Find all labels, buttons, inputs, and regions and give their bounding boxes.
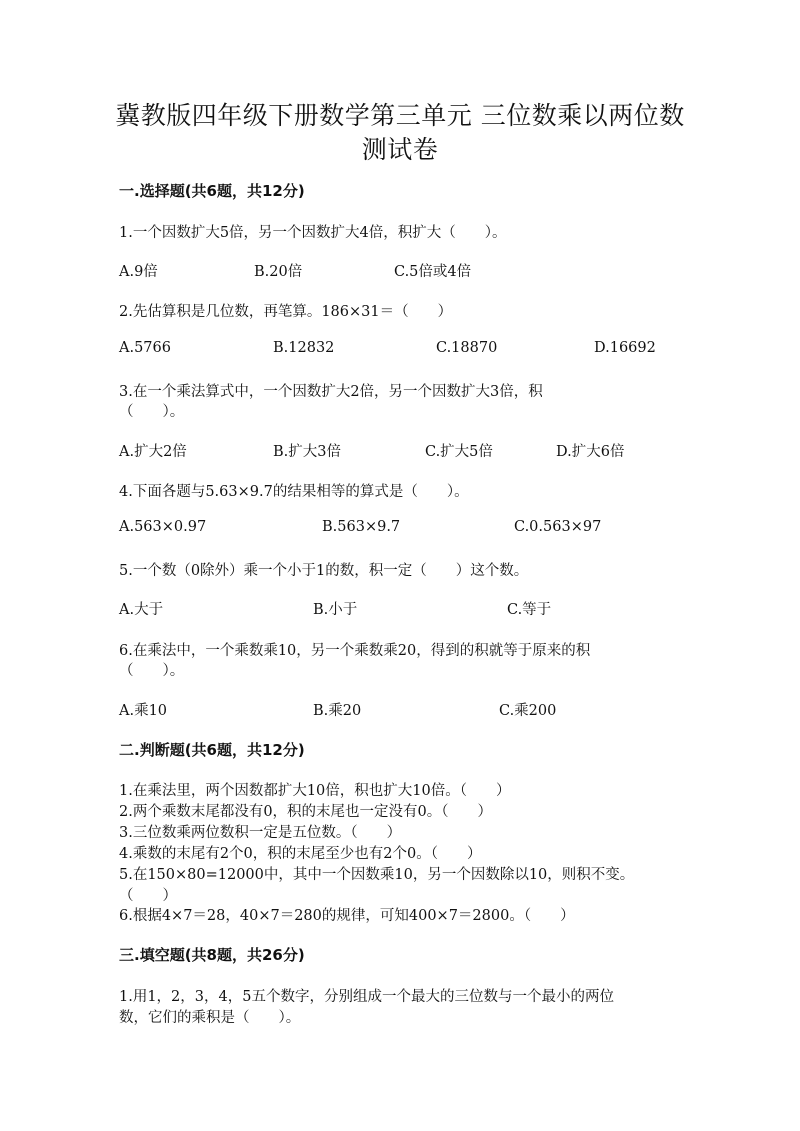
option-a: A.563×0.97 xyxy=(119,519,207,535)
judgement-item: 4.乘数的末尾有2个0，积的末尾至少也有2个0。（ ） xyxy=(119,846,482,862)
question-text: 2.先估算积是几位数，再笔算。186×31＝（ ） xyxy=(119,304,453,320)
option-d: D.16692 xyxy=(594,340,656,356)
section-heading-fill: 三.填空题(共8题，共26分) xyxy=(119,946,305,964)
page-title-line2: 测试卷 xyxy=(361,135,439,164)
option-a: A.扩大2倍 xyxy=(119,444,187,460)
page-title-line1: 冀教版四年级下册数学第三单元 三位数乘以两位数 xyxy=(115,101,685,130)
question-text: 4.下面各题与5.63×9.7的结果相等的算式是（ ）。 xyxy=(119,484,469,500)
question-text: 5.一个数（0除外）乘一个小于1的数，积一定（ ）这个数。 xyxy=(119,563,529,579)
option-c: C.18870 xyxy=(436,340,498,356)
option-b: B.小于 xyxy=(313,602,358,618)
option-b: B.20倍 xyxy=(254,264,303,280)
fill-question-text: 1.用1，2，3，4，5五个数字，分别组成一个最大的三位数与一个最小的两位 xyxy=(119,989,614,1005)
option-b: B.12832 xyxy=(273,340,335,356)
option-c: C.0.563×97 xyxy=(514,519,602,535)
section-heading-choice: 一.选择题(共6题，共12分) xyxy=(119,182,305,200)
question-text: 1.一个因数扩大5倍，另一个因数扩大4倍，积扩大（ ）。 xyxy=(119,225,507,241)
judgement-item: 6.根据4×7＝28，40×7＝280的规律，可知400×7＝2800。（ ） xyxy=(119,908,575,924)
option-b: B.563×9.7 xyxy=(322,519,401,535)
question-text: 6.在乘法中，一个乘数乘10，另一个乘数乘20，得到的积就等于原来的积 xyxy=(119,643,591,659)
option-c: C.5倍或4倍 xyxy=(394,264,472,280)
judgement-item: 2.两个乘数末尾都没有0，积的末尾也一定没有0。（ ） xyxy=(119,804,493,820)
option-a: A.9倍 xyxy=(119,264,158,280)
option-a: A.5766 xyxy=(119,340,171,356)
question-text-continued: （ ）。 xyxy=(119,663,185,679)
option-c: C.等于 xyxy=(507,602,552,618)
option-c: C.乘200 xyxy=(499,703,557,719)
option-b: B.乘20 xyxy=(313,703,362,719)
option-a: A.乘10 xyxy=(119,703,168,719)
option-a: A.大于 xyxy=(119,602,164,618)
option-d: D.扩大6倍 xyxy=(556,444,625,460)
section-heading-judgement: 二.判断题(共6题，共12分) xyxy=(119,741,305,759)
option-c: C.扩大5倍 xyxy=(425,444,493,460)
question-text-continued: （ ）。 xyxy=(119,404,185,420)
judgement-item: 1.在乘法里，两个因数都扩大10倍，积也扩大10倍。（ ） xyxy=(119,783,511,799)
option-b: B.扩大3倍 xyxy=(273,444,341,460)
question-text: 3.在一个乘法算式中，一个因数扩大2倍，另一个因数扩大3倍，积 xyxy=(119,384,543,400)
judgement-item: 5.在150×80=12000中，其中一个因数乘10，另一个因数除以10，则积不变。 xyxy=(119,867,635,883)
fill-question-text-continued: 数，它们的乘积是（ ）。 xyxy=(119,1010,301,1026)
judgement-item-continued: （ ） xyxy=(119,888,177,904)
judgement-item: 3.三位数乘两位数积一定是五位数。（ ） xyxy=(119,825,402,841)
